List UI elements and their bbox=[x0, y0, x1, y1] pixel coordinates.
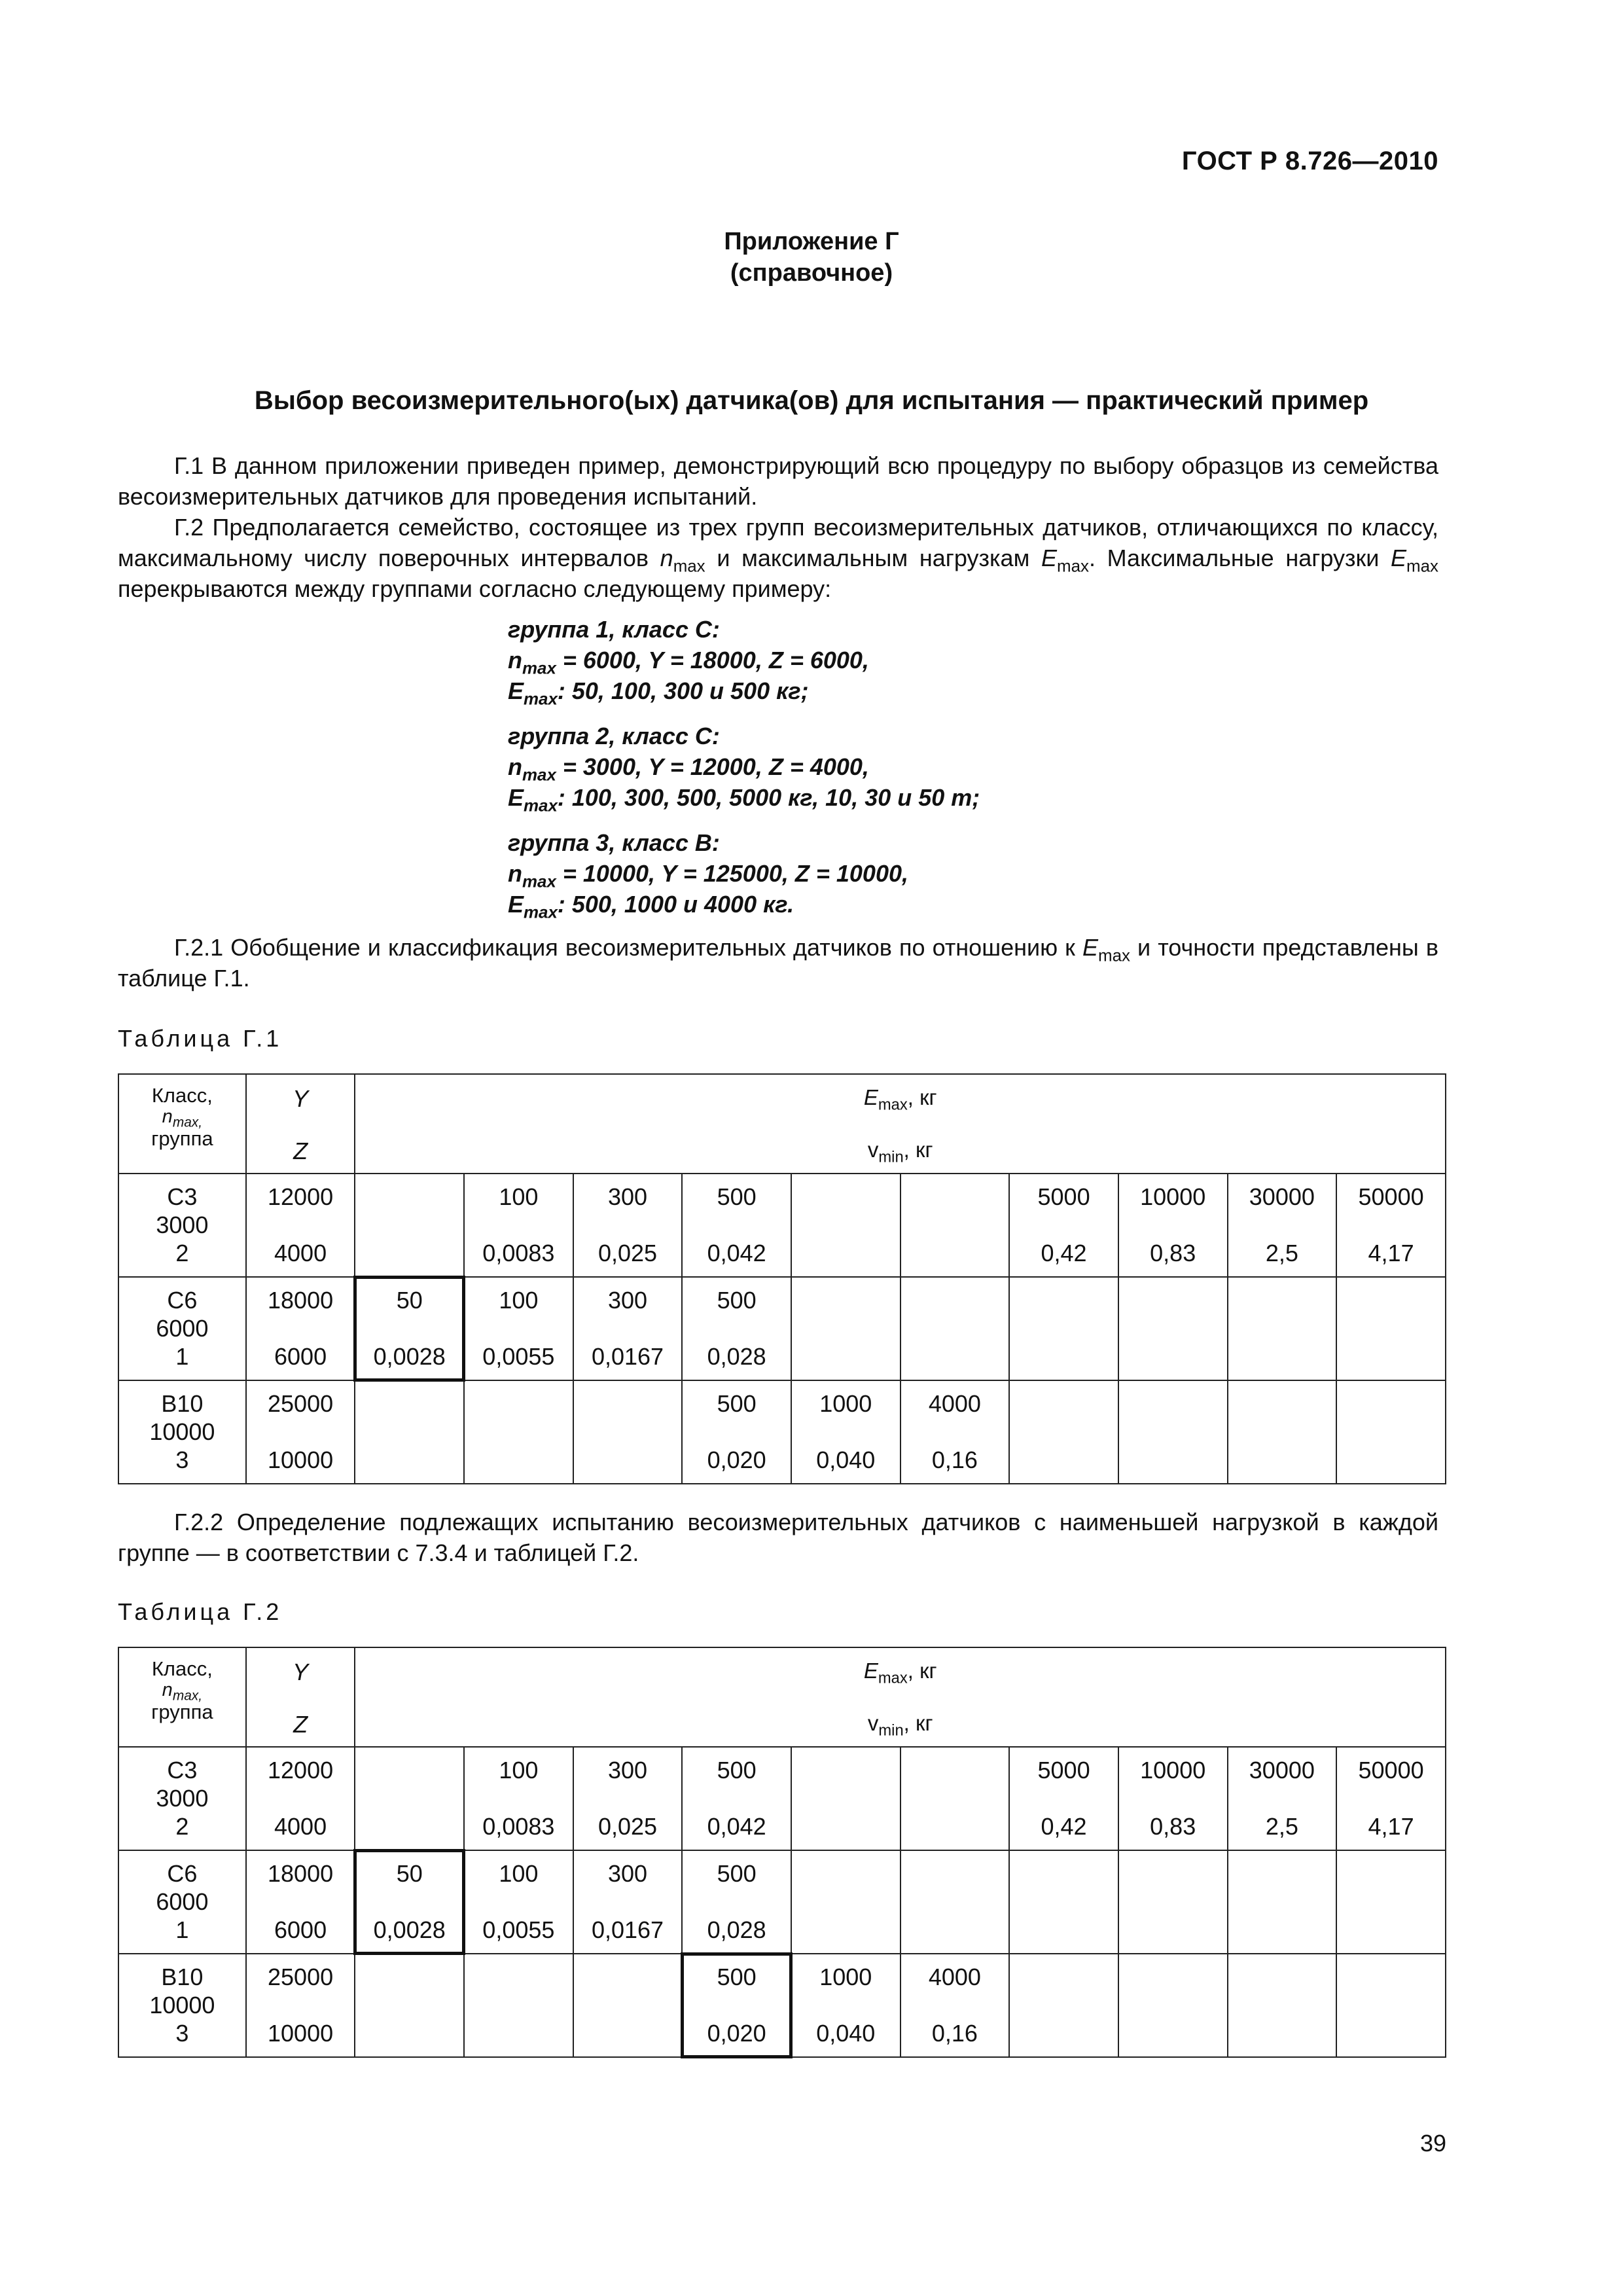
value-cell bbox=[901, 1747, 1010, 1850]
table-row bbox=[118, 1954, 1446, 2057]
class-cell: С6 6000 1 bbox=[118, 1277, 246, 1380]
value-cell bbox=[1118, 1380, 1228, 1484]
group-heading: группа 2, класс С: bbox=[508, 723, 720, 749]
value-cell: 1000 0,040 bbox=[791, 1380, 901, 1484]
paragraph-g21: Г.2.1 Обобщение и классификация весоизмерительных датчиков по отношению к $E_{max}$ и точности представлены в таблице Г.1. bbox=[118, 934, 1438, 992]
highlighted-value-cell: 50 0,0028 bbox=[355, 1850, 464, 1954]
value-cell bbox=[1228, 1380, 1337, 1484]
group-emax: $E_{max}$: 500, 1000 и 4000 кг. bbox=[508, 891, 794, 922]
standard-code: ГОСТ Р 8.726—2010 bbox=[1181, 147, 1438, 175]
value-cell bbox=[1228, 1954, 1337, 2057]
table-caption: Таблица Г.2 bbox=[118, 1598, 283, 1625]
value-cell: 30000 2,5 bbox=[1228, 1174, 1337, 1277]
group-2 bbox=[508, 721, 980, 816]
paragraph-g22-block bbox=[118, 1507, 1438, 1568]
value-cell bbox=[901, 1277, 1010, 1380]
header-yz-cell: Y Z bbox=[246, 1074, 355, 1174]
header-class-cell: Класс, $n_{max,}$ группа bbox=[118, 1647, 246, 1747]
table-header-row bbox=[118, 1647, 1446, 1747]
appendix-label: Приложение Г bbox=[724, 228, 899, 255]
value-cell: 10000 0,83 bbox=[1118, 1174, 1228, 1277]
class-cell: С3 3000 2 bbox=[118, 1174, 246, 1277]
value-cell: 50000 4,17 bbox=[1336, 1747, 1446, 1850]
value-cell bbox=[1336, 1277, 1446, 1380]
value-cell: 500 0,028 bbox=[682, 1850, 791, 1954]
value-cell bbox=[573, 1380, 683, 1484]
table-g1 bbox=[118, 1073, 1446, 1484]
paragraph-g21-block bbox=[118, 932, 1438, 994]
class-cell: С6 6000 1 bbox=[118, 1850, 246, 1954]
value-cell bbox=[901, 1850, 1010, 1954]
yz-cell: 12000 4000 bbox=[246, 1174, 355, 1277]
value-cell: 300 0,025 bbox=[573, 1174, 683, 1277]
paragraph-g22: Г.2.2 Определение подлежащих испытанию весоизмерительных датчиков с наименьшей нагрузкой в каждой группе — в соответствии с 7.3.4 и таблицей Г.2. bbox=[118, 1509, 1438, 1566]
value-cell: 300 0,0167 bbox=[573, 1277, 683, 1380]
value-cell bbox=[355, 1954, 464, 2057]
value-cell: 100 0,0083 bbox=[464, 1174, 573, 1277]
class-cell: В10 10000 3 bbox=[118, 1954, 246, 2057]
table-row bbox=[118, 1850, 1446, 1954]
value-cell: 100 0,0055 bbox=[464, 1850, 573, 1954]
header-class-cell: Класс, $n_{max,}$ группа bbox=[118, 1074, 246, 1174]
group-nmax: $n_{max} = 3000$, Y = 12000, Z = 4000, bbox=[508, 753, 869, 785]
value-cell bbox=[791, 1850, 901, 1954]
value-cell: 300 0,025 bbox=[573, 1747, 683, 1850]
header-emax-vmin-cell: $E_{max}$, кг $v_{min}$, кг bbox=[355, 1647, 1446, 1747]
group-nmax: $n_{max} = 10000$, Y = 125000, Z = 10000, bbox=[508, 860, 908, 891]
appendix-heading bbox=[0, 226, 1623, 289]
value-cell bbox=[464, 1954, 573, 2057]
table-row bbox=[118, 1747, 1446, 1850]
highlighted-value-cell: 500 0,020 bbox=[682, 1954, 791, 2057]
value-cell: 50000 4,17 bbox=[1336, 1174, 1446, 1277]
yz-cell: 25000 10000 bbox=[246, 1954, 355, 2057]
value-cell: 5000 0,42 bbox=[1009, 1747, 1118, 1850]
value-cell: 4000 0,16 bbox=[901, 1954, 1010, 2057]
header-yz-cell: Y Z bbox=[246, 1647, 355, 1747]
value-cell bbox=[1118, 1277, 1228, 1380]
intro-paragraphs bbox=[118, 450, 1438, 604]
table-g2 bbox=[118, 1647, 1446, 2058]
value-cell bbox=[901, 1174, 1010, 1277]
value-cell bbox=[464, 1380, 573, 1484]
value-cell: 100 0,0055 bbox=[464, 1277, 573, 1380]
value-cell bbox=[791, 1747, 901, 1850]
value-cell: 10000 0,83 bbox=[1118, 1747, 1228, 1850]
value-cell bbox=[1336, 1380, 1446, 1484]
value-cell bbox=[1118, 1850, 1228, 1954]
value-cell bbox=[1009, 1850, 1118, 1954]
group-emax: $E_{max}$: 100, 300, 500, 5000 кг, 10, 30 и 50 т; bbox=[508, 784, 980, 816]
class-cell: В10 10000 3 bbox=[118, 1380, 246, 1484]
table-header-row bbox=[118, 1074, 1446, 1174]
group-nmax: $n_{max} = 6000$, Y = 18000, Z = 6000, bbox=[508, 647, 869, 678]
value-cell bbox=[355, 1380, 464, 1484]
yz-cell: 18000 6000 bbox=[246, 1850, 355, 1954]
yz-cell: 25000 10000 bbox=[246, 1380, 355, 1484]
header-emax-vmin-cell: $E_{max}$, кг $v_{min}$, кг bbox=[355, 1074, 1446, 1174]
yz-cell: 12000 4000 bbox=[246, 1747, 355, 1850]
value-cell bbox=[1336, 1850, 1446, 1954]
value-cell: 5000 0,42 bbox=[1009, 1174, 1118, 1277]
group-list bbox=[508, 614, 980, 934]
value-cell bbox=[355, 1174, 464, 1277]
value-cell bbox=[573, 1954, 683, 2057]
class-cell: С3 3000 2 bbox=[118, 1747, 246, 1850]
table-caption: Таблица Г.1 bbox=[118, 1025, 283, 1052]
appendix-type: (справочное) bbox=[730, 259, 893, 287]
value-cell bbox=[1336, 1954, 1446, 2057]
value-cell bbox=[1009, 1277, 1118, 1380]
paragraph-g1: Г.1 В данном приложении приведен пример, демонстрирующий всю процедуру по выбору образцов из семейства весоизмерительных датчиков для проведения испытаний. bbox=[118, 452, 1438, 510]
value-cell bbox=[1228, 1850, 1337, 1954]
value-cell: 30000 2,5 bbox=[1228, 1747, 1337, 1850]
table-row bbox=[118, 1174, 1446, 1277]
appendix-title: Выбор весоизмерительного(ых) датчика(ов) для испытания — практический пример bbox=[254, 386, 1369, 415]
value-cell bbox=[355, 1747, 464, 1850]
value-cell: 100 0,0083 bbox=[464, 1747, 573, 1850]
value-cell: 4000 0,16 bbox=[901, 1380, 1010, 1484]
page-number: 39 bbox=[1419, 2130, 1446, 2157]
group-emax: $E_{max}$: 50, 100, 300 и 500 кг; bbox=[508, 677, 809, 709]
value-cell: 300 0,0167 bbox=[573, 1850, 683, 1954]
group-heading: группа 1, класс С: bbox=[508, 616, 720, 643]
table-row bbox=[118, 1380, 1446, 1484]
value-cell bbox=[1228, 1277, 1337, 1380]
group-1 bbox=[508, 614, 980, 709]
value-cell: 500 0,028 bbox=[682, 1277, 791, 1380]
value-cell: 1000 0,040 bbox=[791, 1954, 901, 2057]
value-cell: 500 0,042 bbox=[682, 1747, 791, 1850]
table-row bbox=[118, 1277, 1446, 1380]
value-cell bbox=[1009, 1954, 1118, 2057]
group-heading: группа 3, класс В: bbox=[508, 829, 720, 856]
value-cell: 500 0,042 bbox=[682, 1174, 791, 1277]
highlighted-value-cell: 50 0,0028 bbox=[355, 1277, 464, 1380]
paragraph-g2: Г.2 Предполагается семейство, состоящее из трех групп весоизмерительных датчиков, отличающихся по классу, максимальному числу поверочных интервалов $n_{max}$ и максимальным нагрузкам $E_{max}$. Максимальные нагрузки $E_{max}$ перекрываются между группами согласно следующему примеру: bbox=[118, 514, 1438, 602]
group-3 bbox=[508, 827, 980, 920]
value-cell bbox=[791, 1174, 901, 1277]
value-cell bbox=[791, 1277, 901, 1380]
value-cell bbox=[1118, 1954, 1228, 2057]
yz-cell: 18000 6000 bbox=[246, 1277, 355, 1380]
value-cell bbox=[1009, 1380, 1118, 1484]
value-cell: 500 0,020 bbox=[682, 1380, 791, 1484]
